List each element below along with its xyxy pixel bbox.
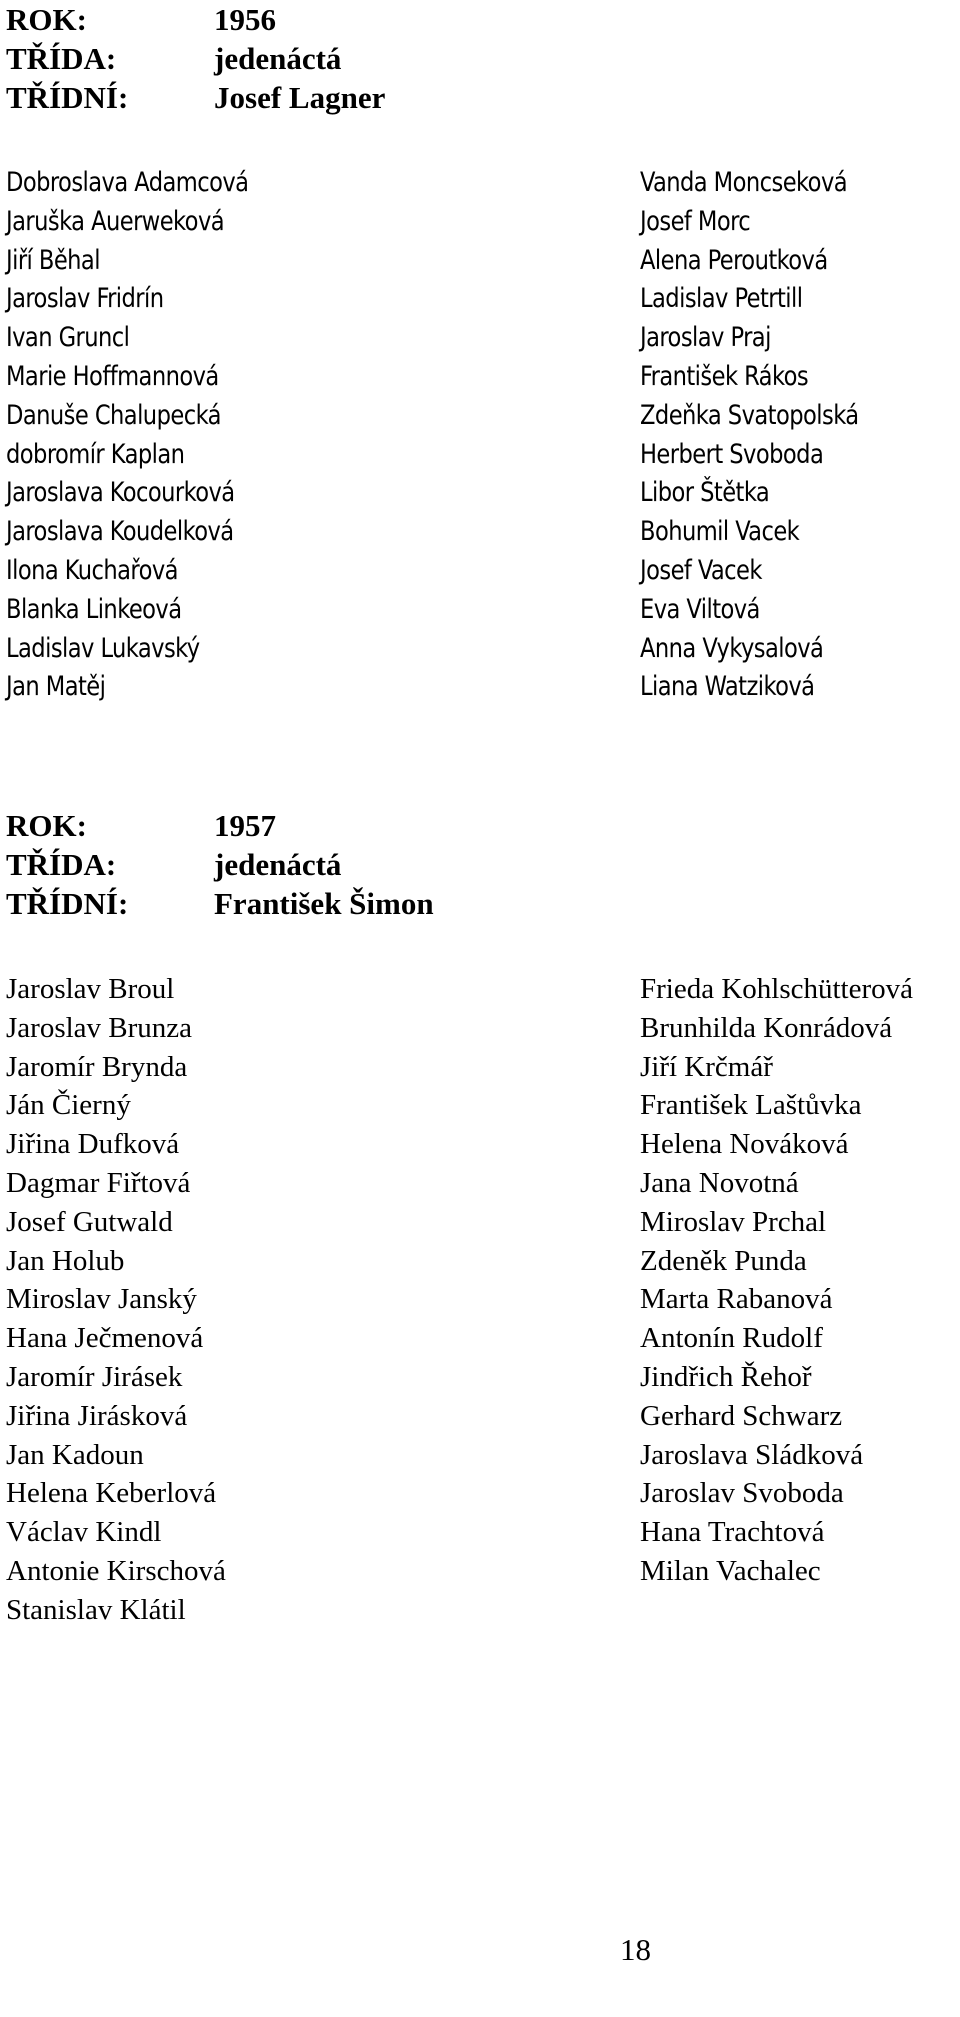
student-list-left xyxy=(6,164,640,707)
student-name: Frieda Kohlschütterová xyxy=(640,973,914,1005)
student-name: Herbert Svoboda xyxy=(640,438,824,470)
section-header xyxy=(6,0,956,117)
student-name: Jaromír Jirásek xyxy=(6,1360,183,1393)
teacher-row xyxy=(6,78,956,117)
student-name: Jindřich Řehoř xyxy=(640,1360,812,1393)
student-name: Eva Viltová xyxy=(640,593,760,625)
student-name: Jaroslava Kocourková xyxy=(6,477,235,509)
student-name: Helena Keberlová xyxy=(6,1477,217,1510)
teacher-value: Josef Lagner xyxy=(214,80,386,115)
class-label: TŘÍDA: xyxy=(6,41,117,76)
student-name: Vanda Moncseková xyxy=(640,167,848,198)
student-name: Jiří Běhal xyxy=(6,244,100,276)
student-name: František Laštůvka xyxy=(640,1089,862,1122)
student-name: Dagmar Fiřtová xyxy=(6,1166,191,1199)
student-name: Jaroslav Fridrín xyxy=(6,283,164,315)
student-name: Miroslav Janský xyxy=(6,1283,197,1316)
year-label: ROK: xyxy=(6,2,87,37)
student-name: Dobroslava Adamcová xyxy=(6,167,249,198)
student-list-right xyxy=(640,970,913,1630)
teacher-label: TŘÍDNÍ: xyxy=(6,886,129,921)
student-name: Marta Rabanová xyxy=(640,1283,833,1316)
student-name: Zdeňka Svatopolská xyxy=(640,399,859,431)
year-value: 1956 xyxy=(214,2,276,37)
student-name: Ilona Kuchařová xyxy=(6,554,178,586)
student-name: Jaromír Brynda xyxy=(6,1050,188,1083)
student-name: Milan Vachalec xyxy=(640,1554,821,1587)
student-name: dobromír Kaplan xyxy=(6,438,185,470)
student-name: Jaroslav Svoboda xyxy=(640,1477,844,1510)
student-name: Miroslav Prchal xyxy=(640,1205,827,1238)
student-name: Jaruška Auerweková xyxy=(6,205,225,237)
student-name: Hana Trachtová xyxy=(640,1516,825,1549)
student-name: Jana Novotná xyxy=(640,1166,799,1199)
year-value: 1957 xyxy=(214,808,276,843)
student-name: Stanislav Klátil xyxy=(6,1593,186,1626)
student-name: Anna Vykysalová xyxy=(640,632,824,664)
student-name: Antonín Rudolf xyxy=(640,1322,823,1355)
student-name: Josef Vacek xyxy=(640,554,762,586)
student-name: Helena Nováková xyxy=(640,1128,849,1161)
student-name: Ladislav Lukavský xyxy=(6,632,200,664)
student-names xyxy=(6,970,956,1630)
class-value: jedenáctá xyxy=(214,847,342,882)
student-name: Jan Kadoun xyxy=(6,1438,144,1471)
student-name: Jaroslav Praj xyxy=(640,322,771,354)
student-name: Alena Peroutková xyxy=(640,244,828,276)
class-row xyxy=(6,39,956,78)
class-row xyxy=(6,845,956,884)
student-name: Ján Čierný xyxy=(6,1089,131,1122)
class-label: TŘÍDA: xyxy=(6,847,117,882)
student-name: Jaroslav Brunza xyxy=(6,1011,193,1044)
student-name: Gerhard Schwarz xyxy=(640,1399,843,1432)
student-name: Hana Ječmenová xyxy=(6,1322,204,1355)
student-name: Jiří Krčmář xyxy=(640,1050,773,1083)
student-name: Brunhilda Konrádová xyxy=(640,1011,893,1044)
student-name: Liana Watziková xyxy=(640,671,815,703)
page-number: 18 xyxy=(620,1932,651,1967)
student-name: Jiřina Jirásková xyxy=(6,1399,188,1432)
class-section-1956 xyxy=(6,0,956,703)
student-names xyxy=(6,164,956,707)
year-row xyxy=(6,0,956,39)
student-name: Jaroslava Sládková xyxy=(640,1438,864,1471)
teacher-row xyxy=(6,884,956,923)
year-row xyxy=(6,806,956,845)
student-name: Jiřina Dufková xyxy=(6,1128,180,1161)
student-name: Danuše Chalupecká xyxy=(6,399,221,431)
student-name: Jan Holub xyxy=(6,1244,125,1277)
student-name: Antonie Kirschová xyxy=(6,1554,226,1587)
class-value: jedenáctá xyxy=(214,41,342,76)
student-name: Ivan Gruncl xyxy=(6,322,130,354)
section-header xyxy=(6,806,956,923)
student-name: Jaroslava Koudelková xyxy=(6,516,234,548)
student-name: Josef Gutwald xyxy=(6,1205,173,1238)
year-label: ROK: xyxy=(6,808,87,843)
student-name: František Rákos xyxy=(640,360,809,392)
student-name: Marie Hoffmannová xyxy=(6,360,219,392)
student-name: Zdeněk Punda xyxy=(640,1244,807,1277)
student-name: Jaroslav Broul xyxy=(6,973,175,1005)
student-list-right xyxy=(640,164,875,707)
student-name: Václav Kindl xyxy=(6,1516,162,1549)
class-section-1957 xyxy=(6,806,956,1626)
teacher-value: František Šimon xyxy=(214,886,434,921)
student-name: Blanka Linkeová xyxy=(6,593,182,625)
student-list-left xyxy=(6,970,640,1630)
student-name: Bohumil Vacek xyxy=(640,516,800,548)
student-name: Ladislav Petrtill xyxy=(640,283,803,315)
student-name: Libor Štětka xyxy=(640,477,770,509)
student-name: Jan Matěj xyxy=(6,671,106,703)
teacher-label: TŘÍDNÍ: xyxy=(6,80,129,115)
student-name: Josef Morc xyxy=(640,205,751,237)
